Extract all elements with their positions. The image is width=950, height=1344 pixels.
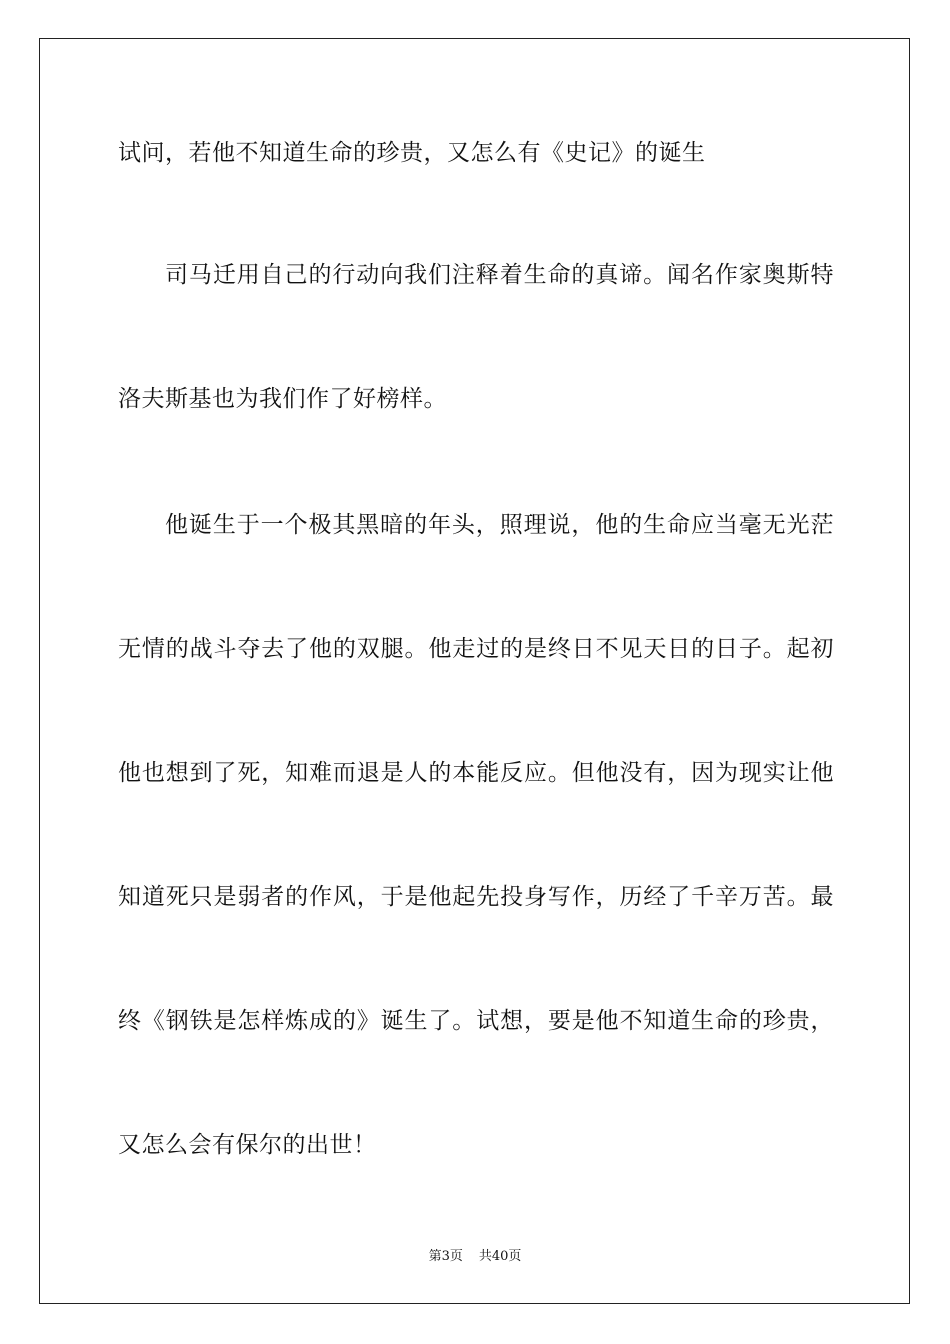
page-number: 第3页 — [428, 1249, 463, 1264]
page-border — [39, 38, 910, 1304]
text-line-3: 洛夫斯基也为我们作了好榜样。 — [118, 386, 447, 412]
text-line-5: 无情的战斗夺去了他的双腿。他走过的是终日不见天日的日子。起初 — [118, 636, 834, 662]
text-line-2: 司马迁用自己的行动向我们注释着生命的真谛。闻名作家奥斯特 — [165, 262, 834, 288]
page-total: 共40页 — [478, 1249, 522, 1264]
text-line-8: 终《钢铁是怎样炼成的》诞生了。试想，要是他不知道生命的珍贵， — [118, 1008, 834, 1034]
text-line-6: 他也想到了死，知难而退是人的本能反应。但他没有，因为现实让他 — [118, 760, 834, 786]
text-line-9: 又怎么会有保尔的出世！ — [118, 1132, 377, 1158]
text-line-1: 试问，若他不知道生命的珍贵，又怎么有《史记》的诞生 — [118, 140, 706, 166]
text-line-4: 他诞生于一个极其黑暗的年头，照理说，他的生命应当毫无光茫 — [165, 512, 834, 538]
page-footer — [0, 1248, 950, 1266]
text-line-7: 知道死只是弱者的作风，于是他起先投身写作，历经了千辛万苦。最 — [118, 884, 834, 910]
